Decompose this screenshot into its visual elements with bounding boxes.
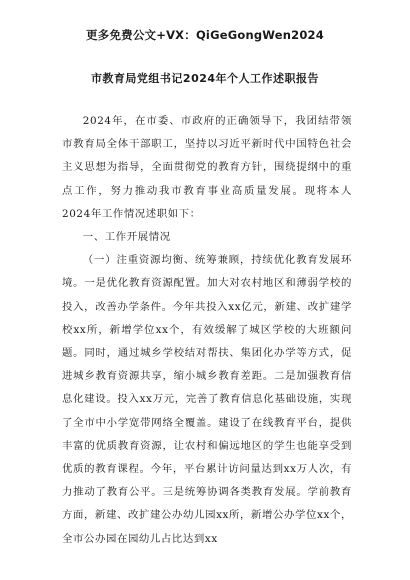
section-heading: 一、工作开展情况 <box>82 231 171 244</box>
section-paragraph: （一）注重资源均衡、统筹兼顾，持续优化教育发展环境。一是优化教育资源配置。加大对农村地区和薄弱学校的投入，改善办学条件。今年共投入xx亿元，新建、改扩建学校xx所，新增学位xx个，有效缓解了城区学校的大班额问题。同时，通过城乡学校结对帮扶、集团化办学等方式，促进城乡教育资源共享，缩小城乡教育差距。二是加强教育信息化建设。投入xx万元，完善了教育信息化基础设施，实现了全市中小学宽带网络全覆盖。建设了在线教育平台，提供丰富的优质教育资源，让农村和偏远地区的学生也能享受到优质的教育课程。今年，平台累计访问量达到xx万人次，有力推动了教育公平。三是统筹协调各类教育发展。学前教育方面，新建、改扩建公办幼儿园xx所，新增公办学位xx个，全市公办园在园幼儿占比达到xx <box>62 254 352 545</box>
document-title: 市教育局党组书记2024年个人工作述职报告 <box>90 72 320 85</box>
document-body <box>62 110 352 551</box>
intro-paragraph: 2024年，在市委、市政府的正确领导下，我团结带领市教育局全体干部职工，坚持以习近平新时代中国特色社会主义思想为指导，全面贯彻党的教育方针，围绕提纲中的重点工作，努力推动我市教育事业高质量发展。现将本人2024年工作情况述职如下： <box>62 115 352 220</box>
promo-header: 更多免费公文+VX：QiGeGongWen2024 <box>86 28 324 42</box>
